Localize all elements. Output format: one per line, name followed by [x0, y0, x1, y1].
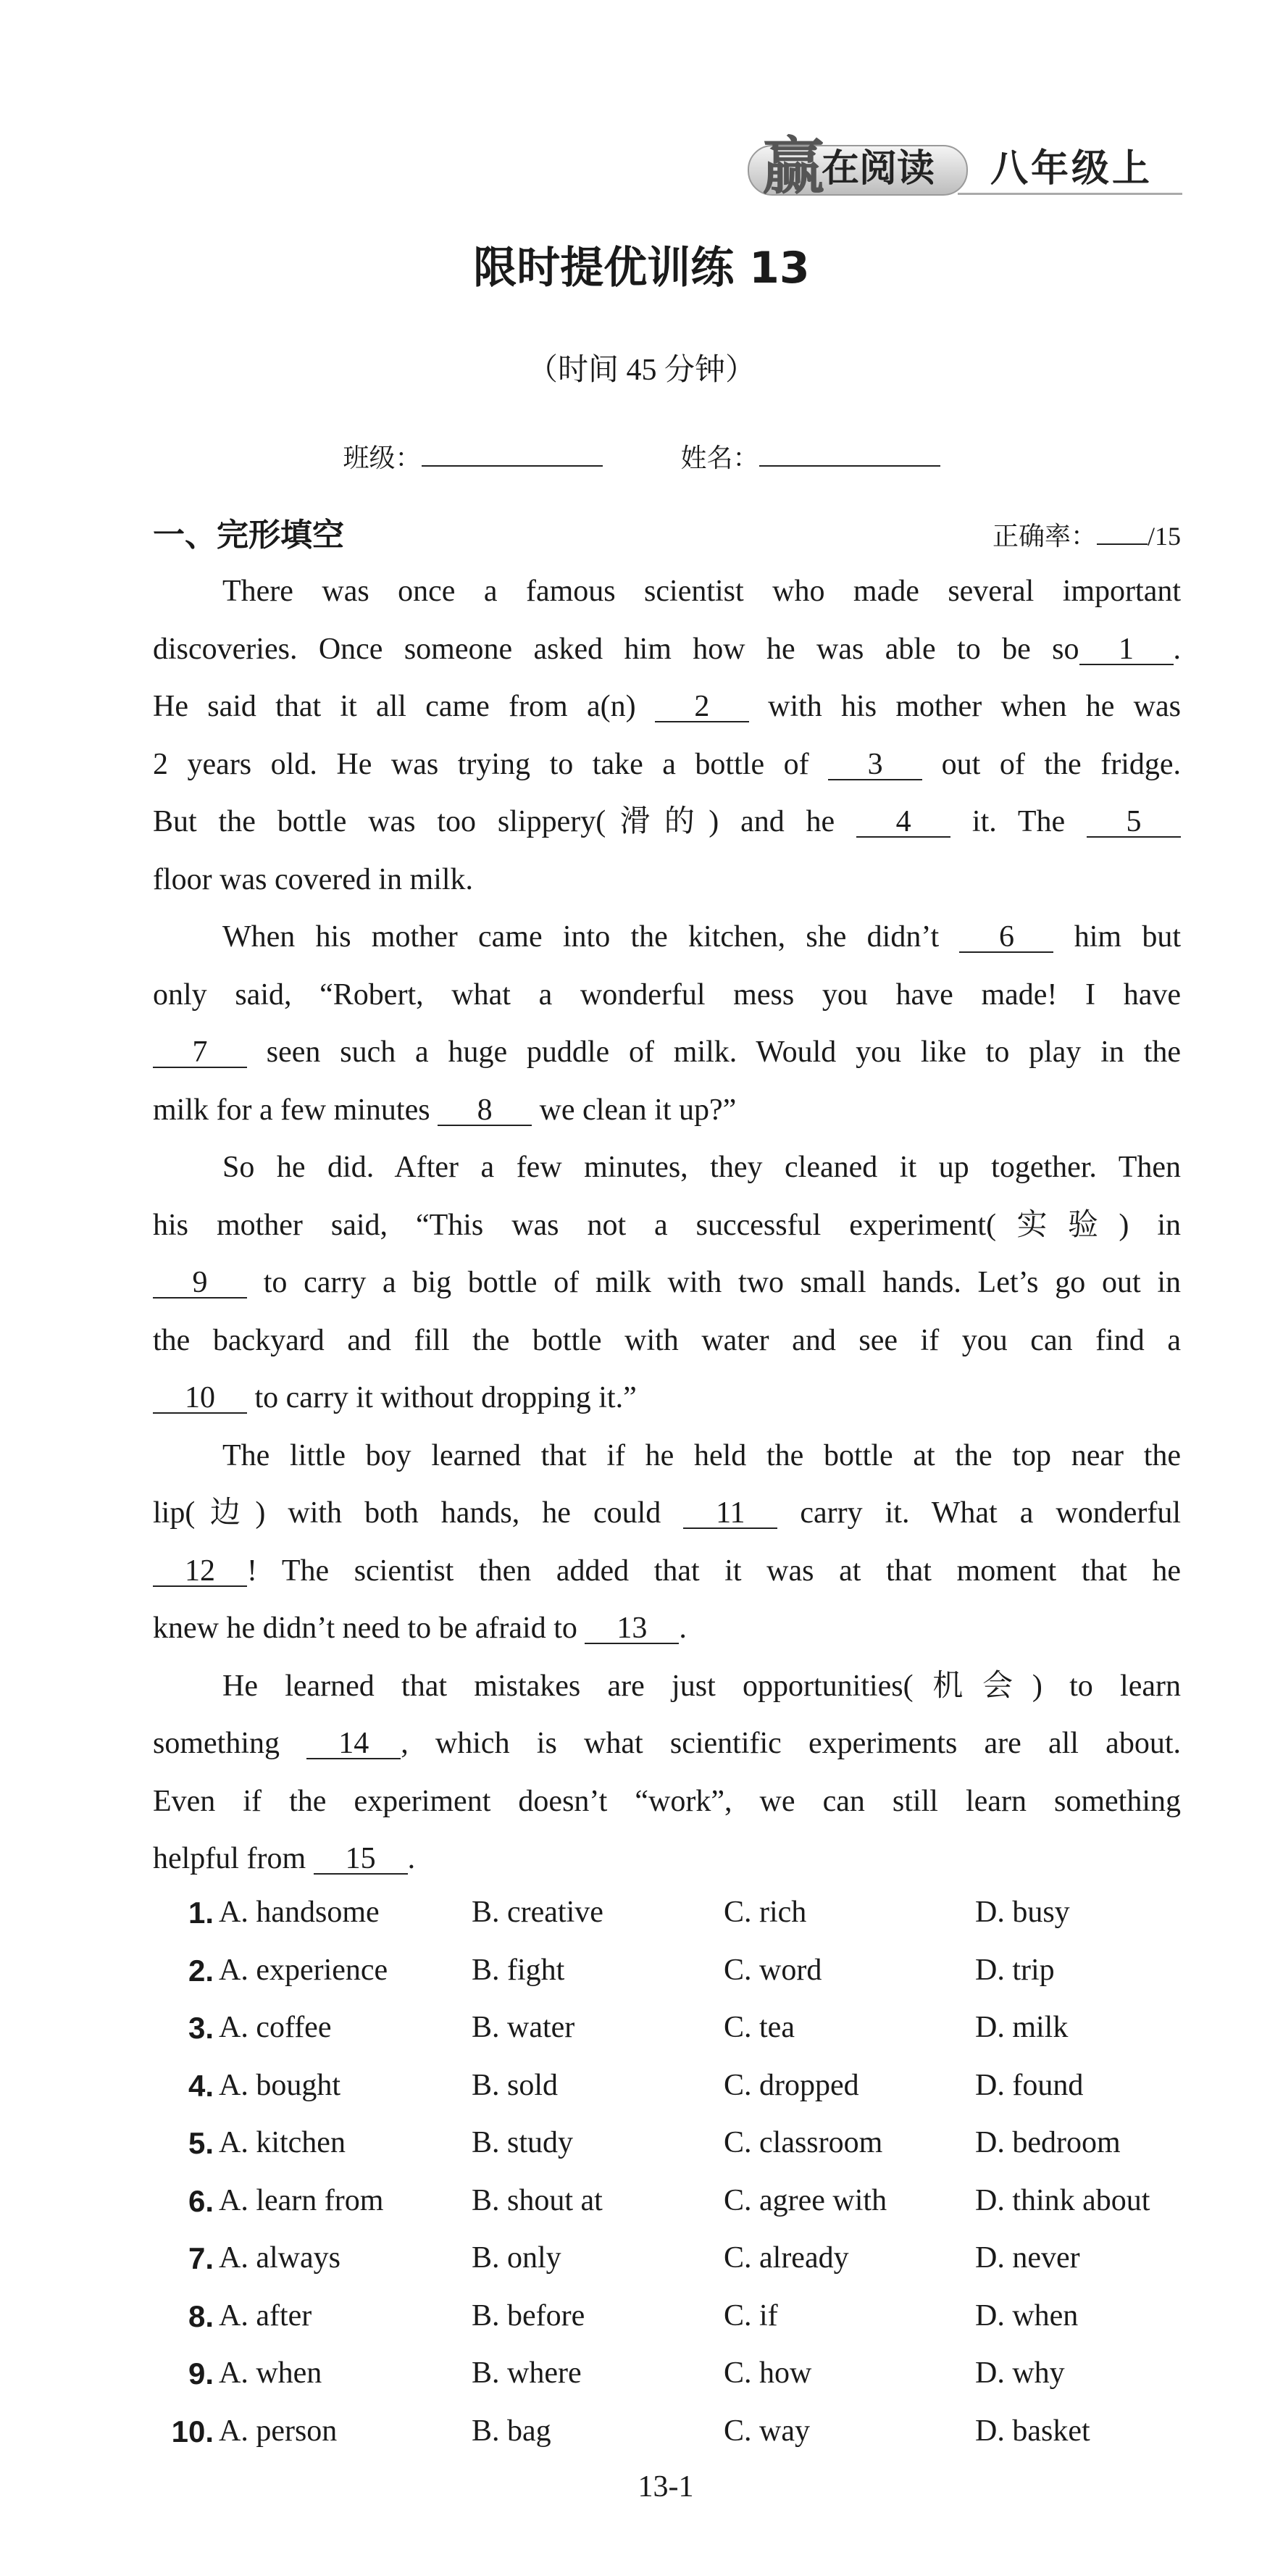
passage-text: ! The scientist then added that it was at that moment that he	[247, 1554, 1181, 1588]
cloze-blank[interactable]: 10	[153, 1383, 247, 1414]
passage-line	[153, 563, 1181, 621]
passage-line	[153, 1312, 1181, 1370]
passage-line	[153, 1830, 1181, 1888]
header-rule	[958, 193, 1182, 195]
option-d[interactable]: D. basket	[975, 2414, 1090, 2448]
question-number: 1.	[188, 1896, 214, 1930]
passage-text: .	[407, 1842, 416, 1875]
passage-text: him but	[1053, 920, 1181, 954]
passage-text: .	[1173, 632, 1181, 666]
cloze-blank[interactable]: 9	[153, 1268, 247, 1299]
cloze-blank[interactable]: 6	[959, 922, 1053, 953]
score-label: 正确率：	[992, 522, 1097, 551]
passage-text: only said, “Robert, what a wonderful mess you have made! I have	[153, 978, 1181, 1012]
passage-text: seen such a huge puddle of milk. Would you like to play in the	[247, 1035, 1181, 1069]
score-field[interactable]	[1097, 519, 1148, 545]
class-label: 班级：	[343, 443, 422, 472]
passage-line	[153, 1485, 1181, 1543]
passage-line	[153, 1197, 1181, 1255]
cloze-blank[interactable]: 1	[1079, 635, 1174, 665]
cloze-blank[interactable]: 12	[153, 1556, 247, 1587]
option-a[interactable]: A. handsome	[219, 1896, 380, 1929]
passage-text: to carry it without dropping it.”	[247, 1381, 637, 1414]
passage-line	[153, 909, 1181, 967]
question-row	[153, 2057, 1181, 2115]
passage-line	[153, 1139, 1181, 1197]
passage-text: carry it. What a wonderful	[777, 1496, 1181, 1530]
score-box	[992, 518, 1181, 554]
passage-line	[153, 621, 1181, 679]
passage-text: to carry a big bottle of milk with two small hands. Let’s go out in	[247, 1266, 1181, 1299]
option-b[interactable]: B. sold	[472, 2068, 559, 2102]
passage-text: , which is what scientific experiments are all about.	[401, 1727, 1181, 1760]
passage-text: But the bottle was too slippery(滑的) and he	[153, 805, 857, 838]
cloze-passage	[153, 563, 1181, 1888]
question-row	[153, 2288, 1181, 2346]
option-b[interactable]: B. where	[472, 2356, 582, 2390]
option-d[interactable]: D. why	[975, 2356, 1065, 2390]
passage-line	[153, 1715, 1181, 1773]
passage-text: He said that it all came from a(n)	[153, 690, 655, 723]
question-number: 4.	[188, 2068, 214, 2103]
option-a[interactable]: A. experience	[219, 1953, 388, 1987]
option-b[interactable]: B. shout at	[472, 2183, 603, 2217]
option-d[interactable]: D. think about	[975, 2183, 1150, 2217]
cloze-blank[interactable]: 5	[1087, 807, 1181, 838]
passage-line	[153, 678, 1181, 736]
section-title: 一、完形填空	[153, 517, 344, 554]
score-total: /15	[1147, 522, 1181, 551]
passage-text: discoveries. Once someone asked him how he was able to be so	[153, 632, 1079, 666]
option-a[interactable]: A. person	[219, 2414, 338, 2448]
question-row	[153, 1884, 1181, 1942]
question-number: 10.	[171, 2414, 214, 2448]
passage-line	[153, 1082, 1181, 1140]
question-row	[153, 2345, 1181, 2403]
passage-line	[153, 967, 1181, 1025]
cloze-blank[interactable]: 2	[655, 692, 749, 722]
option-c[interactable]: C. rich	[724, 1896, 807, 1929]
header-logo	[740, 130, 1182, 203]
option-b[interactable]: B. fight	[472, 1953, 565, 1987]
option-b[interactable]: B. creative	[472, 1896, 603, 1929]
option-a[interactable]: A. when	[219, 2356, 322, 2390]
option-d[interactable]: D. bedroom	[975, 2126, 1121, 2159]
passage-text: Even if the experiment doesn’t “work”, we can still learn something	[153, 1784, 1181, 1818]
option-b[interactable]: B. bag	[472, 2414, 551, 2448]
question-row	[153, 2114, 1181, 2172]
passage-text: So he did. After a few minutes, they cleaned it up together. Then	[222, 1151, 1181, 1184]
passage-text: 2 years old. He was trying to take a bottle of	[153, 747, 829, 781]
passage-line	[153, 793, 1181, 851]
option-a[interactable]: A. after	[219, 2298, 312, 2333]
passage-line	[153, 736, 1181, 794]
passage-line	[153, 1600, 1181, 1658]
cloze-blank[interactable]: 4	[856, 807, 950, 838]
passage-text: the backyard and fill the bottle with water and see if you can find a	[153, 1323, 1181, 1357]
passage-text: milk for a few minutes	[153, 1093, 438, 1127]
question-number: 7.	[188, 2241, 214, 2275]
passage-line	[153, 1427, 1181, 1485]
page-number: 13-1	[638, 2470, 694, 2504]
passage-text: something	[153, 1727, 307, 1760]
passage-line	[153, 1773, 1181, 1831]
time-limit: （时间 45 分钟）	[527, 354, 756, 387]
passage-line	[153, 1658, 1181, 1716]
option-c[interactable]: C. tea	[724, 2011, 795, 2044]
option-d[interactable]: D. when	[975, 2298, 1079, 2333]
option-a[interactable]: A. kitchen	[219, 2126, 346, 2159]
passage-text: it. The	[950, 805, 1087, 838]
cloze-blank[interactable]: 7	[153, 1038, 247, 1068]
passage-text: When his mother came into the kitchen, she didn’t	[222, 920, 960, 954]
passage-text: out of the fridge.	[922, 747, 1182, 781]
class-field[interactable]	[422, 439, 603, 467]
passage-text: There was once a famous scientist who made several important	[222, 575, 1181, 608]
option-c[interactable]: C. already	[724, 2241, 849, 2275]
name-label: 姓名：	[680, 443, 759, 472]
student-fields	[0, 439, 1283, 476]
option-d[interactable]: D. trip	[975, 1953, 1055, 1987]
question-number: 2.	[188, 1953, 214, 1988]
question-row	[153, 2230, 1181, 2288]
passage-line	[153, 851, 1181, 909]
passage-text: floor was covered in milk.	[153, 862, 474, 896]
option-d[interactable]: D. milk	[975, 2011, 1069, 2044]
option-c[interactable]: C. agree with	[724, 2183, 887, 2217]
passage-text: his mother said, “This was not a successful experiment(实验) in	[153, 1208, 1181, 1242]
option-c[interactable]: C. word	[724, 1953, 822, 1987]
cloze-blank[interactable]: 8	[438, 1096, 532, 1126]
passage-text: knew he didn’t need to be afraid to	[153, 1612, 585, 1645]
cloze-blank[interactable]: 3	[828, 750, 922, 780]
option-b[interactable]: B. only	[472, 2241, 561, 2275]
question-row	[153, 2403, 1181, 2461]
option-a[interactable]: A. bought	[219, 2068, 340, 2102]
grade-label: 八年级上	[990, 147, 1153, 191]
passage-text: we clean it up?”	[532, 1093, 737, 1127]
passage-text: helpful from	[153, 1842, 314, 1875]
question-row	[153, 2172, 1181, 2230]
option-c[interactable]: C. dropped	[724, 2068, 859, 2102]
question-row	[153, 1999, 1181, 2057]
name-field[interactable]	[759, 439, 940, 467]
passage-text: with his mother when he was	[748, 690, 1181, 723]
logo-brand: 在阅读	[822, 147, 935, 191]
option-d[interactable]: D. busy	[975, 1896, 1070, 1929]
passage-text: lip(边) with both hands, he could	[153, 1496, 684, 1530]
passage-line	[153, 1370, 1181, 1427]
cloze-blank[interactable]: 14	[306, 1729, 401, 1759]
passage-text: He learned that mistakes are just opportunities(机会) to learn	[222, 1669, 1181, 1703]
option-c[interactable]: C. classroom	[724, 2126, 883, 2159]
option-d[interactable]: D. never	[975, 2241, 1080, 2275]
question-number: 5.	[188, 2126, 214, 2160]
option-d[interactable]: D. found	[975, 2068, 1084, 2102]
question-row	[153, 1942, 1181, 2000]
option-c[interactable]: C. way	[724, 2414, 810, 2448]
passage-text: The little boy learned that if he held the bottle at the top near the	[222, 1438, 1181, 1472]
option-c[interactable]: C. how	[724, 2356, 812, 2390]
page-title: 限时提优训练 13	[473, 243, 810, 293]
question-number: 6.	[188, 2183, 214, 2218]
cloze-blank[interactable]: 11	[683, 1499, 777, 1529]
passage-line	[153, 1024, 1181, 1082]
question-options	[153, 1884, 1181, 2460]
logo-char: 赢	[762, 130, 824, 203]
passage-line	[153, 1254, 1181, 1312]
option-a[interactable]: A. learn from	[219, 2183, 384, 2217]
option-b[interactable]: B. study	[472, 2126, 574, 2159]
question-number: 8.	[188, 2298, 214, 2333]
option-a[interactable]: A. always	[219, 2241, 340, 2275]
option-b[interactable]: B. water	[472, 2011, 575, 2044]
passage-text: .	[679, 1612, 687, 1645]
cloze-blank[interactable]: 15	[314, 1844, 408, 1875]
passage-line	[153, 1543, 1181, 1601]
option-c[interactable]: C. if	[724, 2298, 778, 2333]
question-number: 9.	[188, 2356, 214, 2390]
cloze-blank[interactable]: 13	[585, 1614, 679, 1644]
option-a[interactable]: A. coffee	[219, 2011, 332, 2044]
question-number: 3.	[188, 2011, 214, 2045]
option-b[interactable]: B. before	[472, 2298, 585, 2333]
